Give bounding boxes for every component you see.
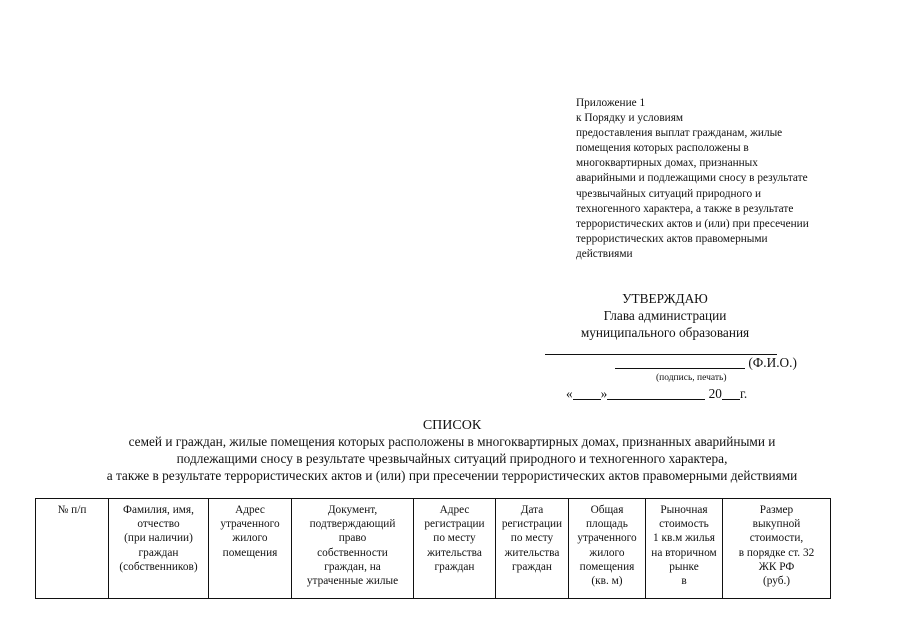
- header-line: (при наличии): [124, 532, 193, 545]
- document-subtitle: [0, 433, 904, 484]
- appendix-line: предоставления выплат гражданам, жилые: [576, 127, 783, 140]
- column-header-lost-address: [209, 499, 292, 599]
- header-line: стоимость: [659, 518, 709, 531]
- header-line: утраченные жилые: [306, 575, 399, 588]
- header-line: граждан: [512, 560, 552, 573]
- header-line: на вторичном: [651, 546, 717, 559]
- header-line: рынке: [669, 560, 699, 573]
- column-header-total-area: [569, 499, 646, 599]
- header-line: граждан: [138, 546, 179, 559]
- appendix-line: террористических актов и (или) при пресечении: [576, 217, 809, 230]
- fio-label: (Ф.И.О.): [748, 355, 797, 370]
- header-line: регистрации: [501, 518, 563, 531]
- column-header-number: [36, 499, 109, 599]
- header-line: в порядке ст. 32: [738, 546, 815, 559]
- fio-blank: [615, 355, 745, 369]
- header-line: помещения: [222, 546, 278, 559]
- header-line: утраченного: [220, 518, 280, 531]
- header-line: жилого: [232, 532, 268, 545]
- header-line: Общая: [590, 504, 624, 516]
- signature-note: (подпись, печать): [656, 373, 727, 383]
- approval-organization: муниципального образования: [580, 325, 750, 340]
- approval-heading: УТВЕРЖДАЮ: [622, 291, 708, 306]
- year-suffix: г.: [739, 386, 748, 401]
- subtitle-line: а также в результате террористических актов и (или) при пресечении террористических актов правомерными действиями: [106, 468, 798, 483]
- header-line: помещения: [579, 560, 635, 573]
- appendix-line: помещения которых расположены в: [576, 142, 749, 155]
- approval-block: [530, 290, 800, 341]
- header-line: Документ,: [327, 504, 378, 516]
- header-line: Фамилия, имя,: [123, 504, 194, 516]
- table-header-row: [36, 499, 831, 599]
- column-header-registration-date: [496, 499, 569, 599]
- header-line: Размер: [759, 504, 794, 516]
- header-line: жительства: [427, 546, 482, 559]
- column-header-buyout-amount: [723, 499, 831, 599]
- year-blank: [722, 386, 740, 400]
- header-line: выкупной: [752, 518, 801, 531]
- column-header-full-name: [109, 499, 209, 599]
- header-line: граждан, на: [324, 560, 381, 573]
- header-line: ЖК РФ: [758, 560, 795, 573]
- header-line: жительства: [504, 546, 560, 559]
- month-blank: [607, 386, 705, 400]
- appendix-line: аварийными и подлежащими сносу в результате: [576, 172, 808, 185]
- appendix-line: чрезвычайных ситуаций природного и: [576, 187, 762, 200]
- header-line: утраченного: [577, 532, 637, 545]
- year-prefix: 20: [708, 386, 722, 401]
- header-line: (собственников): [119, 560, 198, 573]
- header-line: Дата: [520, 504, 544, 516]
- date-close-quote: »: [600, 386, 608, 401]
- column-header-ownership-document: [292, 499, 414, 599]
- header-line: стоимости,: [749, 532, 804, 545]
- header-line: подтверждающий: [309, 518, 396, 531]
- fio-line: [615, 355, 797, 371]
- header-line: Рыночная: [660, 504, 708, 516]
- families-table: [35, 498, 831, 599]
- header-line: (руб.): [762, 575, 791, 588]
- appendix-line: техногенного характера, а также в результате: [576, 202, 794, 215]
- appendix-line: многоквартирных домах, признанных: [576, 157, 758, 170]
- header-line: по месту: [510, 532, 554, 545]
- header-line: (кв. м): [591, 575, 623, 588]
- header-line: граждан: [434, 560, 475, 573]
- date-line: [566, 386, 747, 402]
- approval-position: Глава администрации: [603, 308, 727, 323]
- header-line: право: [338, 532, 367, 545]
- header-line: по месту: [433, 532, 476, 545]
- document-title: СПИСОК: [422, 418, 482, 433]
- column-header-registration-address: [414, 499, 496, 599]
- header-line: Адрес: [439, 504, 470, 516]
- day-blank: [573, 386, 601, 400]
- subtitle-line: семей и граждан, жилые помещения которых расположены в многоквартирных домах, признанных аварийными и: [128, 434, 776, 449]
- header-line: Адрес: [235, 504, 265, 516]
- header-line: собственности: [317, 546, 388, 559]
- appendix-line: Приложение 1: [576, 97, 646, 109]
- header-line: жилого: [589, 546, 625, 559]
- appendix-line: террористических актов правомерными: [576, 232, 768, 245]
- appendix-note: [576, 96, 866, 262]
- header-line: 1 кв.м жилья: [653, 532, 715, 545]
- appendix-line: действиями: [576, 247, 633, 260]
- header-line: № п/п: [57, 504, 87, 516]
- header-line: отчество: [137, 518, 180, 531]
- subtitle-line: подлежащими сносу в результате чрезвычайных ситуаций природного и техногенного характера,: [176, 451, 728, 466]
- date-open-quote: «: [566, 386, 573, 401]
- column-header-market-price: [646, 499, 723, 599]
- header-line: регистрации: [424, 518, 485, 531]
- header-line: площадь: [586, 518, 628, 531]
- header-line: в: [681, 575, 687, 588]
- appendix-line: к Порядку и условиям: [576, 112, 684, 125]
